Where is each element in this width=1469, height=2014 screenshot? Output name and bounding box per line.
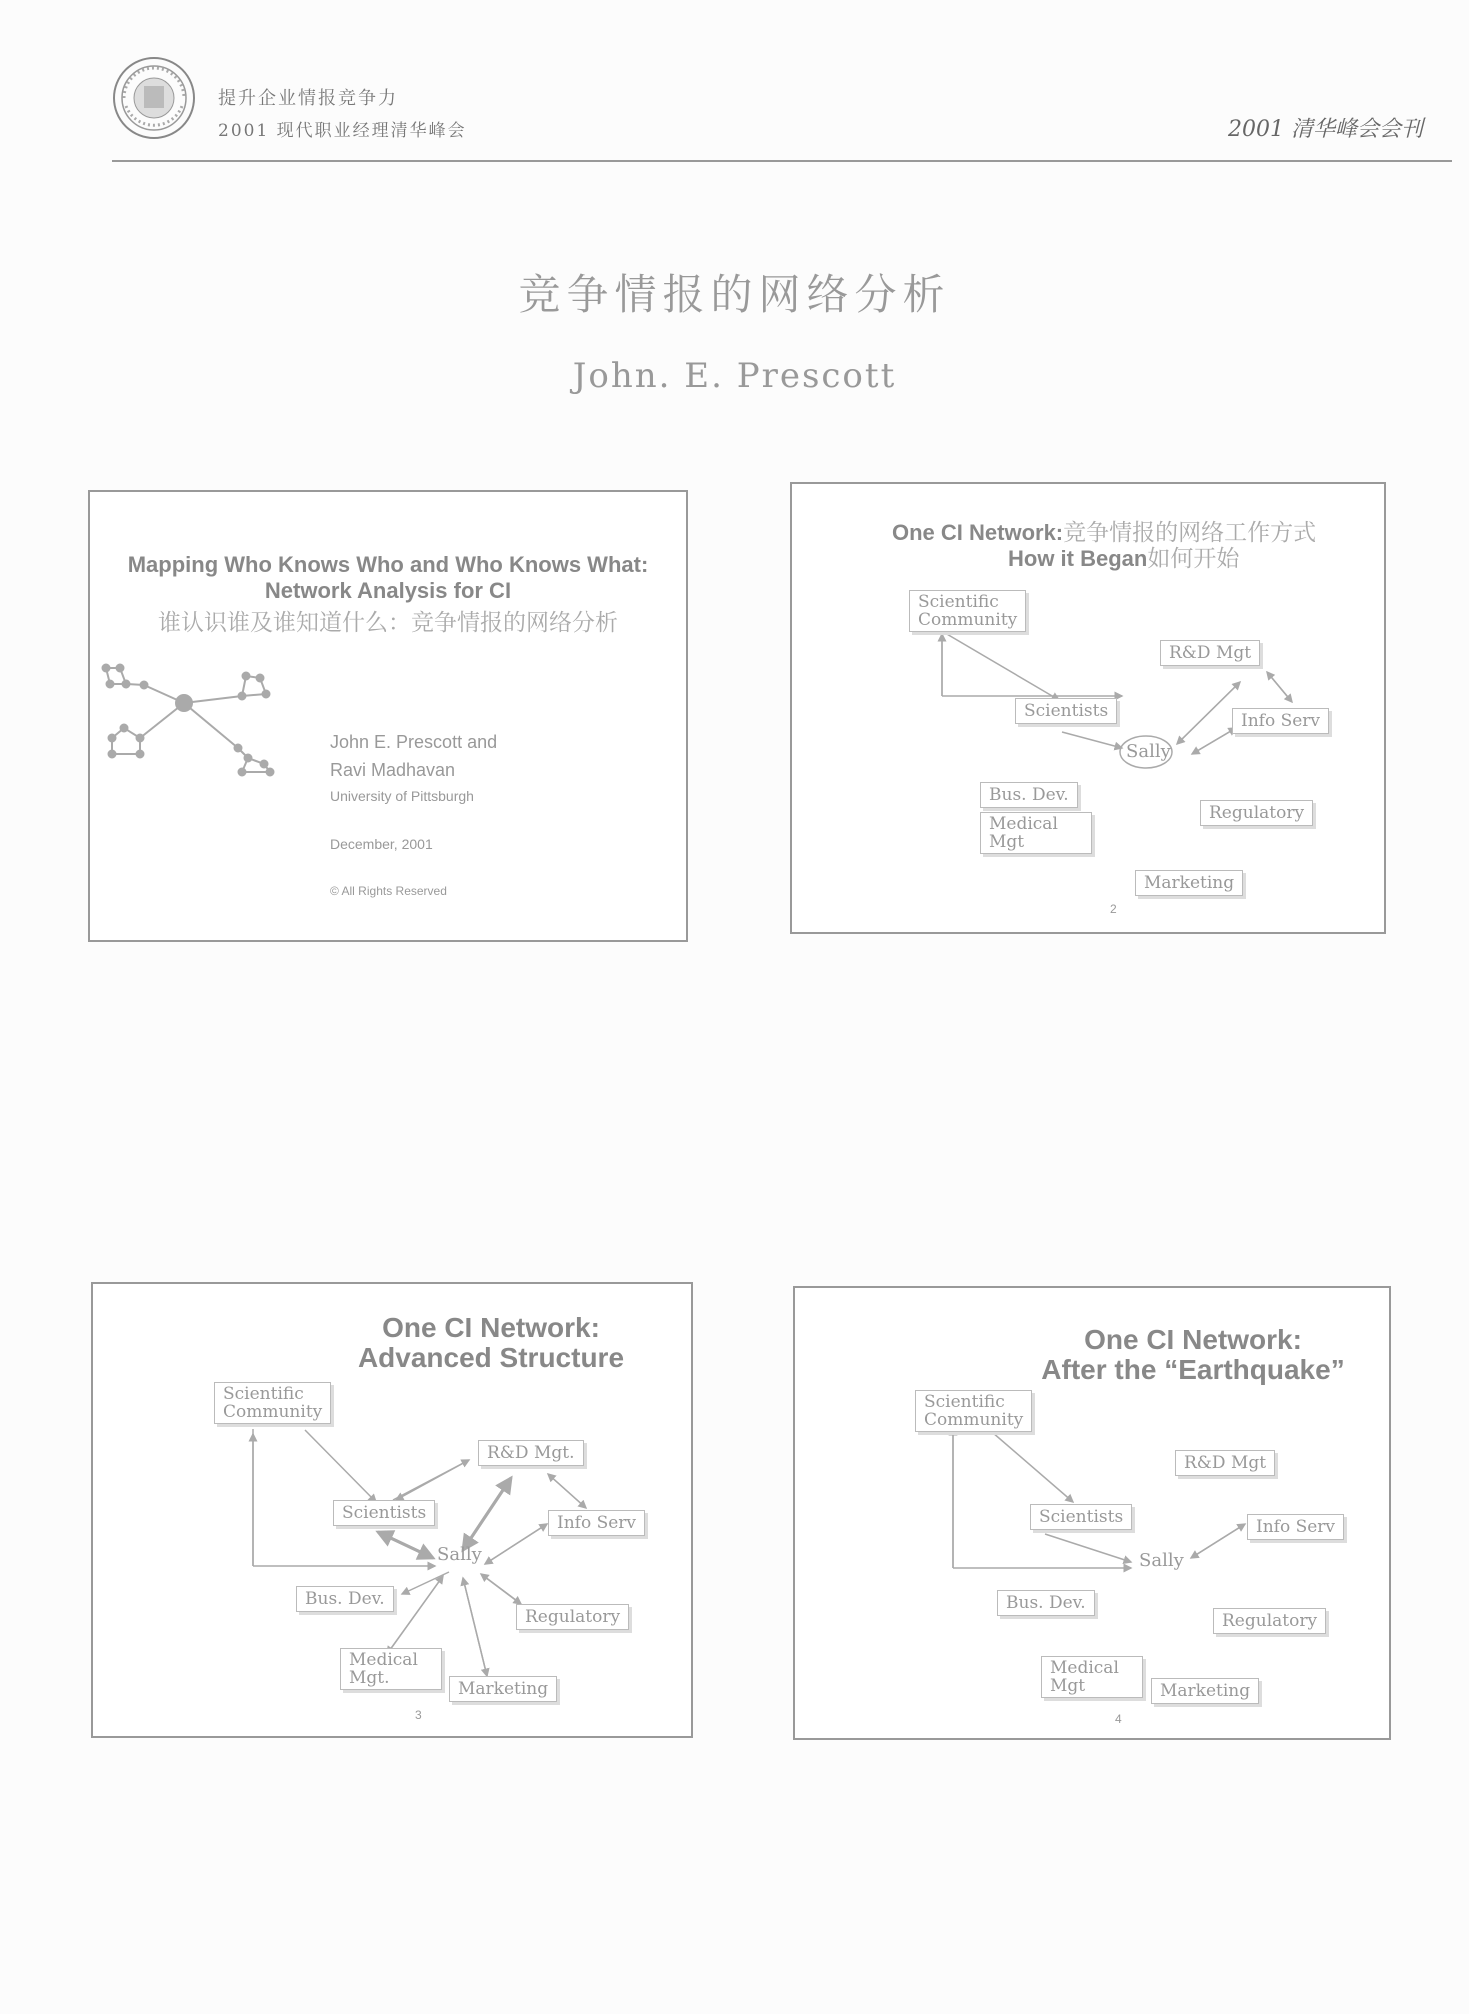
slide-2-subtitle-en: How it Began — [1008, 546, 1148, 571]
slide-4-node-scientific-community — [915, 1390, 1032, 1432]
slide-3-node-sally: Sally — [437, 1544, 482, 1565]
slide-3-node-marketing: Marketing — [449, 1676, 557, 1702]
slide-1-affiliation: University of Pittsburgh — [330, 788, 474, 804]
slide-3-node-bus-dev: Bus. Dev. — [296, 1586, 394, 1612]
slide-1-authors-line-1: John E. Prescott and — [330, 732, 498, 752]
slide-3-node-regulatory: Regulatory — [516, 1604, 629, 1630]
slide-2-node-scientific-line-1: Scientific — [918, 592, 999, 612]
slide-4-node-scientific-line-2: Community — [924, 1410, 1024, 1430]
slide-4-node-rd: R&D Mgt — [1175, 1450, 1275, 1476]
slide-2-subtitle-cn: 如何开始 — [1147, 546, 1240, 572]
header-divider — [112, 160, 1452, 162]
slide-2-node-bus-dev: Bus. Dev. — [980, 782, 1078, 808]
page-author: John. E. Prescott — [572, 356, 897, 396]
slide-4-title-line-2: After the “Earthquake” — [1041, 1354, 1345, 1385]
slide-1-title-line-2: Network Analysis for CI — [264, 578, 512, 603]
slide-3-node-medical-mgt — [340, 1648, 442, 1690]
slide-2-node-marketing: Marketing — [1135, 870, 1243, 896]
slide-1-authors-line-2: Ravi Madhavan — [330, 760, 456, 780]
network-graph-icon — [90, 492, 690, 944]
slide-4-node-info-serv: Info Serv — [1247, 1514, 1344, 1540]
slide-4-node-sally: Sally — [1139, 1550, 1184, 1571]
slide-4-number: 4 — [1115, 1712, 1122, 1726]
slide-4-node-marketing: Marketing — [1151, 1678, 1259, 1704]
slide-2-title-en: One CI Network: — [892, 520, 1064, 545]
slide-4-node-medical-mgt — [1041, 1656, 1143, 1698]
slide-2-node-medical-line-2: Mgt — [989, 832, 1025, 852]
slide-2-node-sally: Sally — [1126, 741, 1171, 762]
slide-1 — [88, 490, 688, 942]
slide-4-node-medical-line-2: Mgt — [1050, 1676, 1086, 1696]
slide-3-node-scientists: Scientists — [333, 1500, 435, 1526]
slide-2-node-scientists: Scientists — [1015, 698, 1117, 724]
slide-2-node-medical-mgt — [980, 812, 1092, 854]
slide-3-node-scientific-line-2: Community — [223, 1402, 323, 1422]
slide-1-copyright: © All Rights Reserved — [330, 884, 447, 898]
university-seal-icon — [112, 56, 196, 140]
header-line-1: 提升企业情报竞争力 — [218, 88, 398, 109]
header-line-2: 2001 现代职业经理清华峰会 — [218, 121, 467, 141]
slide-4 — [793, 1286, 1391, 1740]
slide-4-node-scientific-line-1: Scientific — [924, 1392, 1005, 1412]
slide-3-node-scientific-line-1: Scientific — [223, 1384, 304, 1404]
slide-3-node-medical-line-1: Medical — [349, 1650, 418, 1670]
slide-4-node-medical-line-1: Medical — [1050, 1658, 1119, 1678]
slide-1-date: December, 2001 — [330, 836, 433, 852]
slide-3-node-info-serv: Info Serv — [548, 1510, 645, 1536]
slide-4-node-regulatory: Regulatory — [1213, 1608, 1326, 1634]
slide-3-node-scientific-community — [214, 1382, 331, 1424]
slide-2-node-rd: R&D Mgt — [1160, 640, 1260, 666]
slide-2-node-info-serv: Info Serv — [1232, 708, 1329, 734]
slide-2-node-medical-line-1: Medical — [989, 814, 1058, 834]
slide-2 — [790, 482, 1386, 934]
slide-2-node-regulatory: Regulatory — [1200, 800, 1313, 826]
slide-2-node-scientific-community — [909, 590, 1026, 632]
slide-1-title-line-1: Mapping Who Knows Who and Who Knows What: — [127, 552, 649, 577]
slide-4-node-scientists: Scientists — [1030, 1504, 1132, 1530]
slide-2-title-cn: 竞争情报的网络工作方式 — [1063, 520, 1317, 546]
slide-2-number: 2 — [1110, 902, 1117, 916]
slide-3-title-line-1: One CI Network: — [382, 1312, 600, 1343]
slide-4-title-line-1: One CI Network: — [1084, 1324, 1302, 1355]
slide-3 — [91, 1282, 693, 1738]
slide-1-subtitle-cn: 谁认识谁及谁知道什么：竞争情报的网络分析 — [158, 610, 618, 636]
page-title: 竞争情报的网络分析 — [518, 270, 951, 319]
slide-3-node-rd: R&D Mgt. — [478, 1440, 584, 1466]
slide-3-title-line-2: Advanced Structure — [357, 1342, 625, 1373]
slide-2-node-scientific-line-2: Community — [918, 610, 1018, 630]
slide-3-node-medical-line-2: Mgt. — [349, 1668, 390, 1688]
slide-3-number: 3 — [415, 1708, 422, 1722]
slide-4-node-bus-dev: Bus. Dev. — [997, 1590, 1095, 1616]
journal-name: 2001 清华峰会会刊 — [1228, 117, 1423, 142]
